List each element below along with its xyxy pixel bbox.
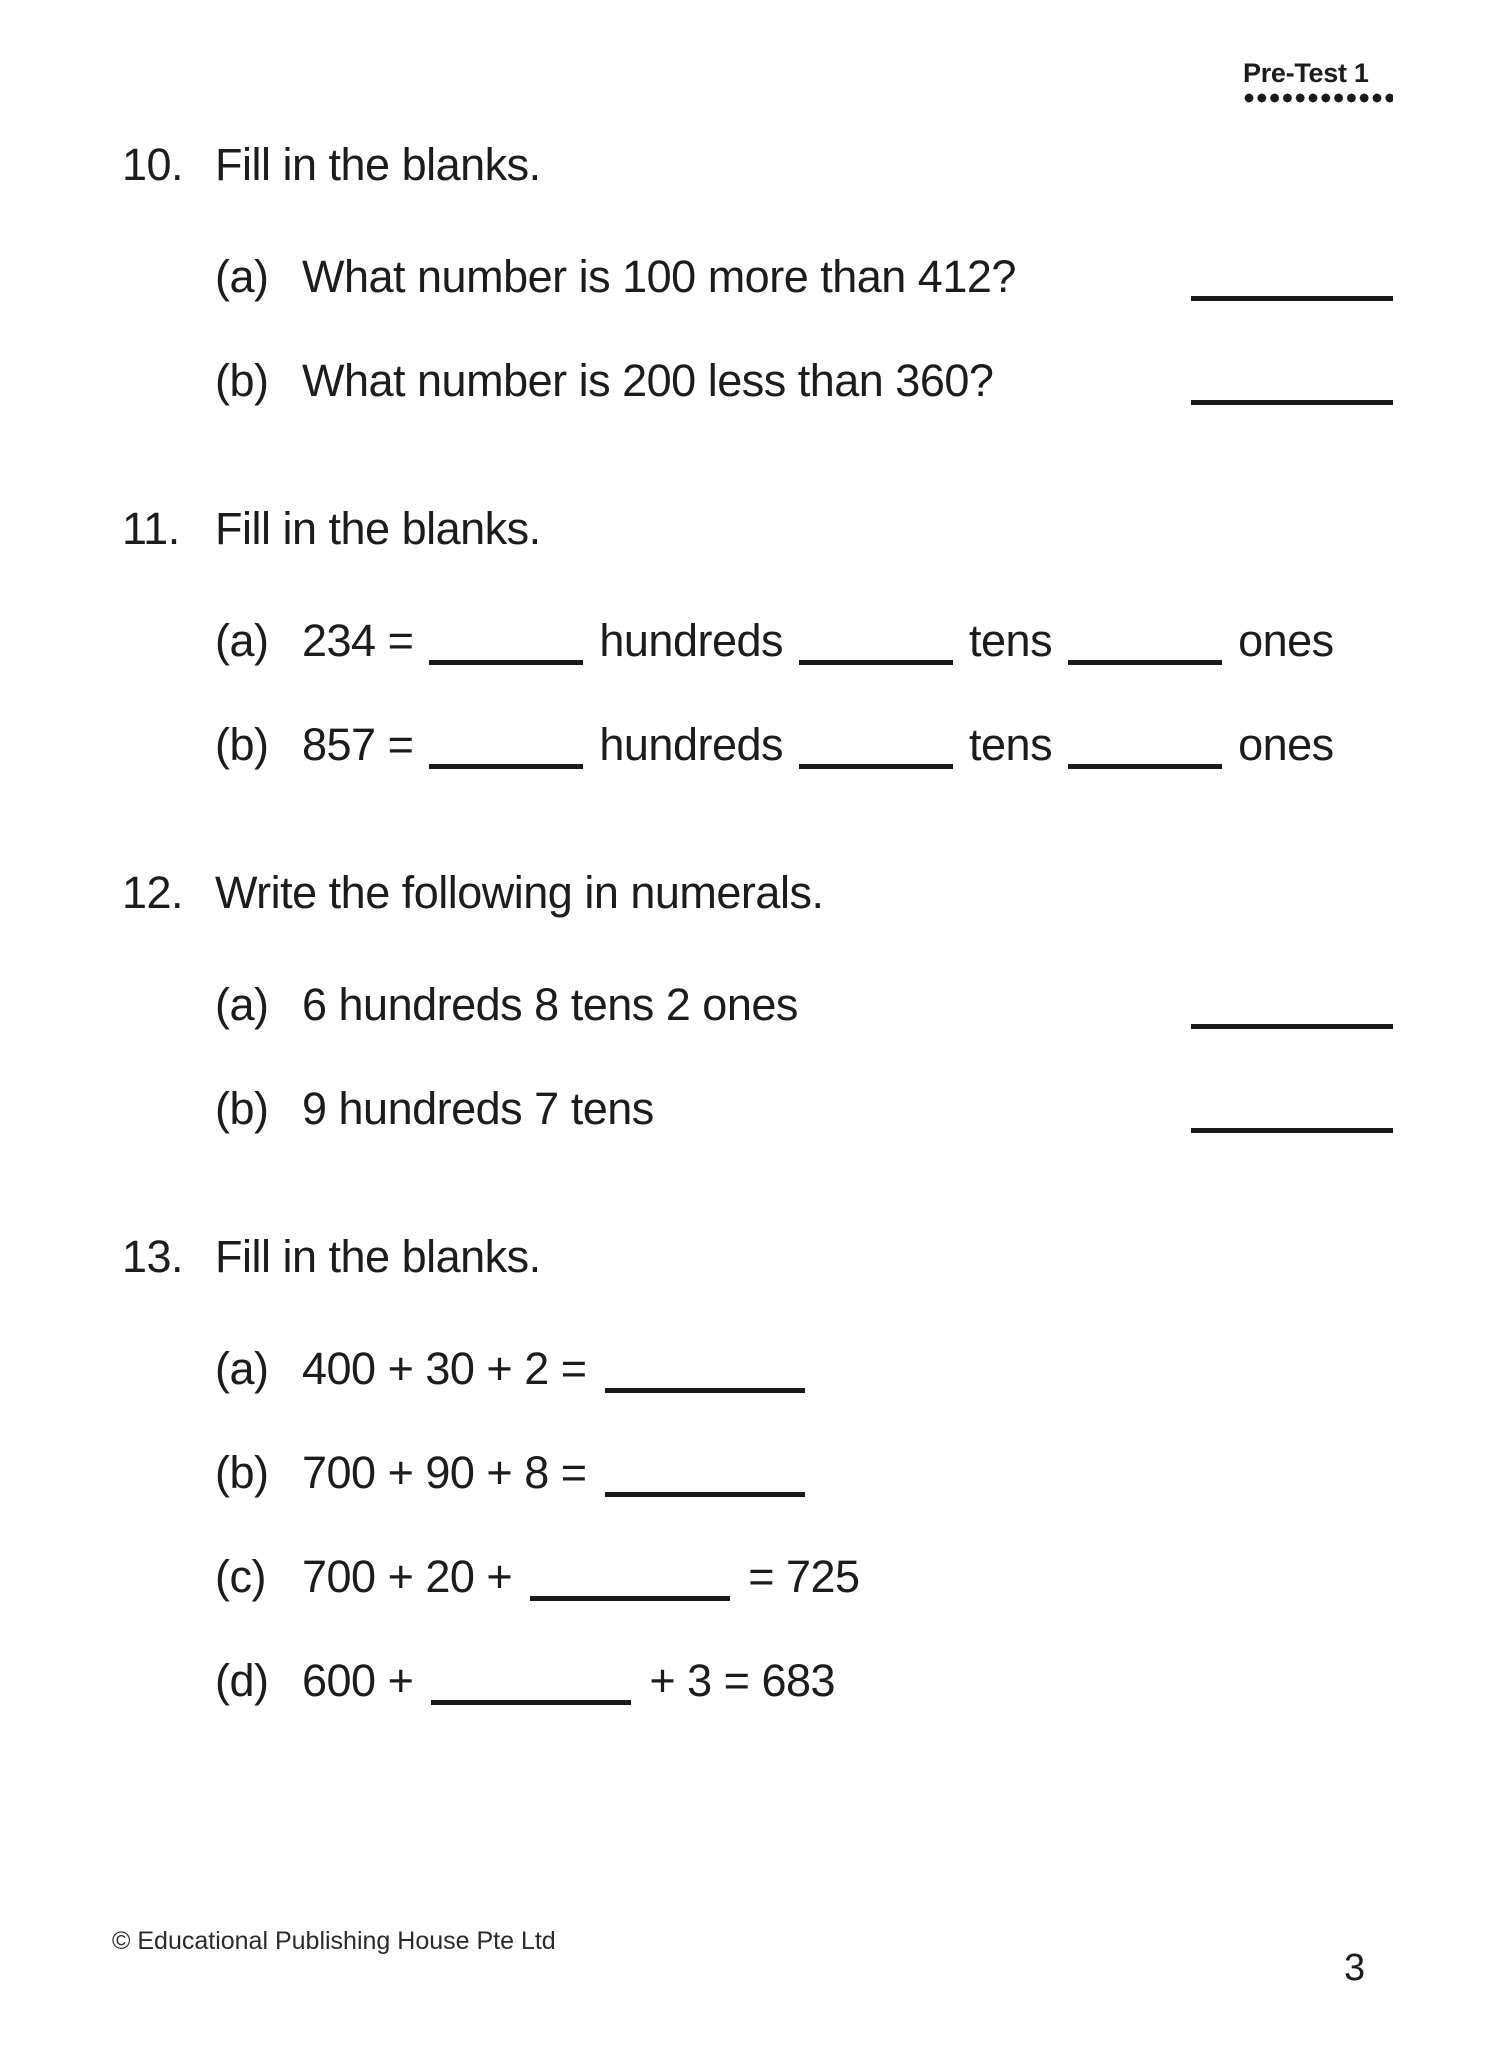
part-label: (b) <box>215 1447 269 1498</box>
question-13a <box>122 1341 1393 1397</box>
pretest-badge <box>1243 58 1393 103</box>
question-13b <box>122 1445 1393 1501</box>
equation-text: 600 + <box>302 1655 414 1706</box>
question-prompt: Write the following in numerals. <box>215 867 824 918</box>
answer-blank <box>1191 400 1393 405</box>
answer-blank <box>1068 660 1222 665</box>
answer-blank <box>1191 1024 1393 1029</box>
question-number: 11. <box>122 503 180 554</box>
part-label: (b) <box>215 355 269 406</box>
equation-result: + 3 = 683 <box>649 1655 836 1706</box>
part-label: (c) <box>215 1551 266 1602</box>
question-11b <box>122 717 1393 773</box>
unit-word: ones <box>1238 615 1334 666</box>
dotted-underline <box>1243 93 1393 103</box>
question-number: 10. <box>122 139 184 190</box>
question-12 <box>122 865 1393 1137</box>
question-number: 12. <box>122 867 184 918</box>
answer-blank <box>1068 764 1222 769</box>
part-label: (a) <box>215 1343 269 1394</box>
part-text: What number is 100 more than 412? <box>302 251 1016 302</box>
part-label: (b) <box>215 719 269 770</box>
page-number: 3 <box>1344 1947 1365 1989</box>
part-text: 6 hundreds 8 tens 2 ones <box>302 979 798 1030</box>
answer-blank <box>605 1388 805 1393</box>
part-label: (a) <box>215 251 269 302</box>
equation-result: = 725 <box>748 1551 860 1602</box>
unit-word: hundreds <box>599 615 784 666</box>
question-13d <box>122 1653 1393 1709</box>
question-11a <box>122 613 1393 669</box>
question-10b <box>122 353 1393 409</box>
copyright-notice: © Educational Publishing House Pte Ltd <box>112 1927 556 1955</box>
question-number: 13. <box>122 1231 184 1282</box>
part-text: 9 hundreds 7 tens <box>302 1083 654 1134</box>
equation-text: 857 = <box>302 719 414 770</box>
question-12b <box>122 1081 1393 1137</box>
question-10 <box>122 137 1393 409</box>
answer-blank <box>1191 1128 1393 1133</box>
equation-text: 400 + 30 + 2 = <box>302 1343 587 1394</box>
question-11-heading <box>122 501 1393 557</box>
part-label: (a) <box>215 615 269 666</box>
question-10a <box>122 249 1393 305</box>
part-label: (b) <box>215 1083 269 1134</box>
pretest-title: Pre-Test 1 <box>1243 58 1369 88</box>
unit-word: tens <box>969 719 1053 770</box>
page-header <box>122 58 1393 103</box>
question-13 <box>122 1229 1393 1709</box>
unit-word: hundreds <box>599 719 784 770</box>
question-12a <box>122 977 1393 1033</box>
question-10-heading <box>122 137 1393 193</box>
answer-blank <box>605 1492 805 1497</box>
question-prompt: Fill in the blanks. <box>215 503 541 554</box>
answer-blank <box>429 660 583 665</box>
answer-blank <box>1191 296 1393 301</box>
answer-blank <box>530 1596 730 1601</box>
unit-word: tens <box>969 615 1053 666</box>
answer-blank <box>431 1700 631 1705</box>
equation-text: 234 = <box>302 615 414 666</box>
part-label: (d) <box>215 1655 269 1706</box>
question-13-heading <box>122 1229 1393 1285</box>
question-12-heading <box>122 865 1393 921</box>
equation-text: 700 + 20 + <box>302 1551 513 1602</box>
answer-blank <box>799 660 953 665</box>
answer-blank <box>429 764 583 769</box>
question-prompt: Fill in the blanks. <box>215 139 541 190</box>
question-prompt: Fill in the blanks. <box>215 1231 541 1282</box>
part-text: What number is 200 less than 360? <box>302 355 994 406</box>
part-label: (a) <box>215 979 269 1030</box>
question-11 <box>122 501 1393 773</box>
question-13c <box>122 1549 1393 1605</box>
unit-word: ones <box>1238 719 1334 770</box>
answer-blank <box>799 764 953 769</box>
equation-text: 700 + 90 + 8 = <box>302 1447 587 1498</box>
